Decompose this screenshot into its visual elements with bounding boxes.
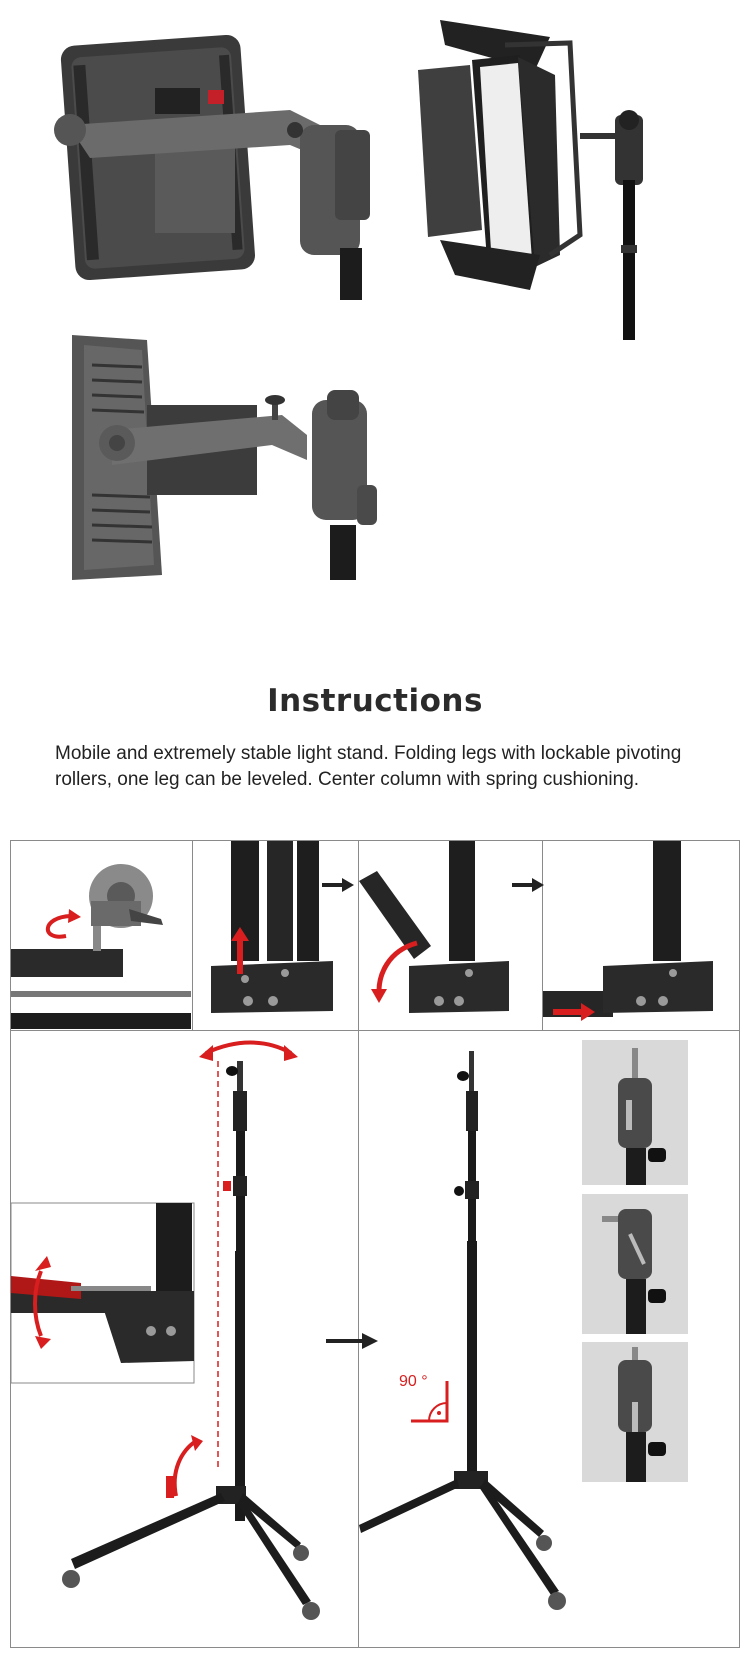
right-arrow-icon	[322, 877, 354, 893]
stand-upright-step	[359, 1031, 583, 1647]
product-photo-barn-doors	[410, 15, 720, 340]
caster-lock-step	[11, 841, 191, 1029]
stand-leveling-step	[11, 1031, 357, 1647]
instructions-description: Mobile and extremely stable light stand. Folding legs with lockable pivoting rollers, one leg can be leveled. Center column with spring cushioning.	[55, 743, 682, 790]
instructions-heading: Instructions	[267, 683, 483, 719]
clamp-detail-photo-3	[582, 1342, 688, 1482]
angle-label: 90 °	[399, 1373, 428, 1390]
leg-unfold-step-2	[359, 841, 541, 1029]
curved-arrow-icon	[48, 909, 81, 937]
right-arrow-icon	[512, 877, 544, 893]
product-photo-bracket-side	[72, 335, 392, 580]
double-arrow-icon	[199, 1043, 298, 1062]
clamp-detail-photo-1	[582, 1040, 688, 1185]
clamp-detail-photo-2	[582, 1194, 688, 1334]
leg-lock-step	[543, 841, 739, 1029]
product-photo-bracket-back	[50, 30, 400, 300]
leg-unfold-step-1	[193, 841, 357, 1029]
